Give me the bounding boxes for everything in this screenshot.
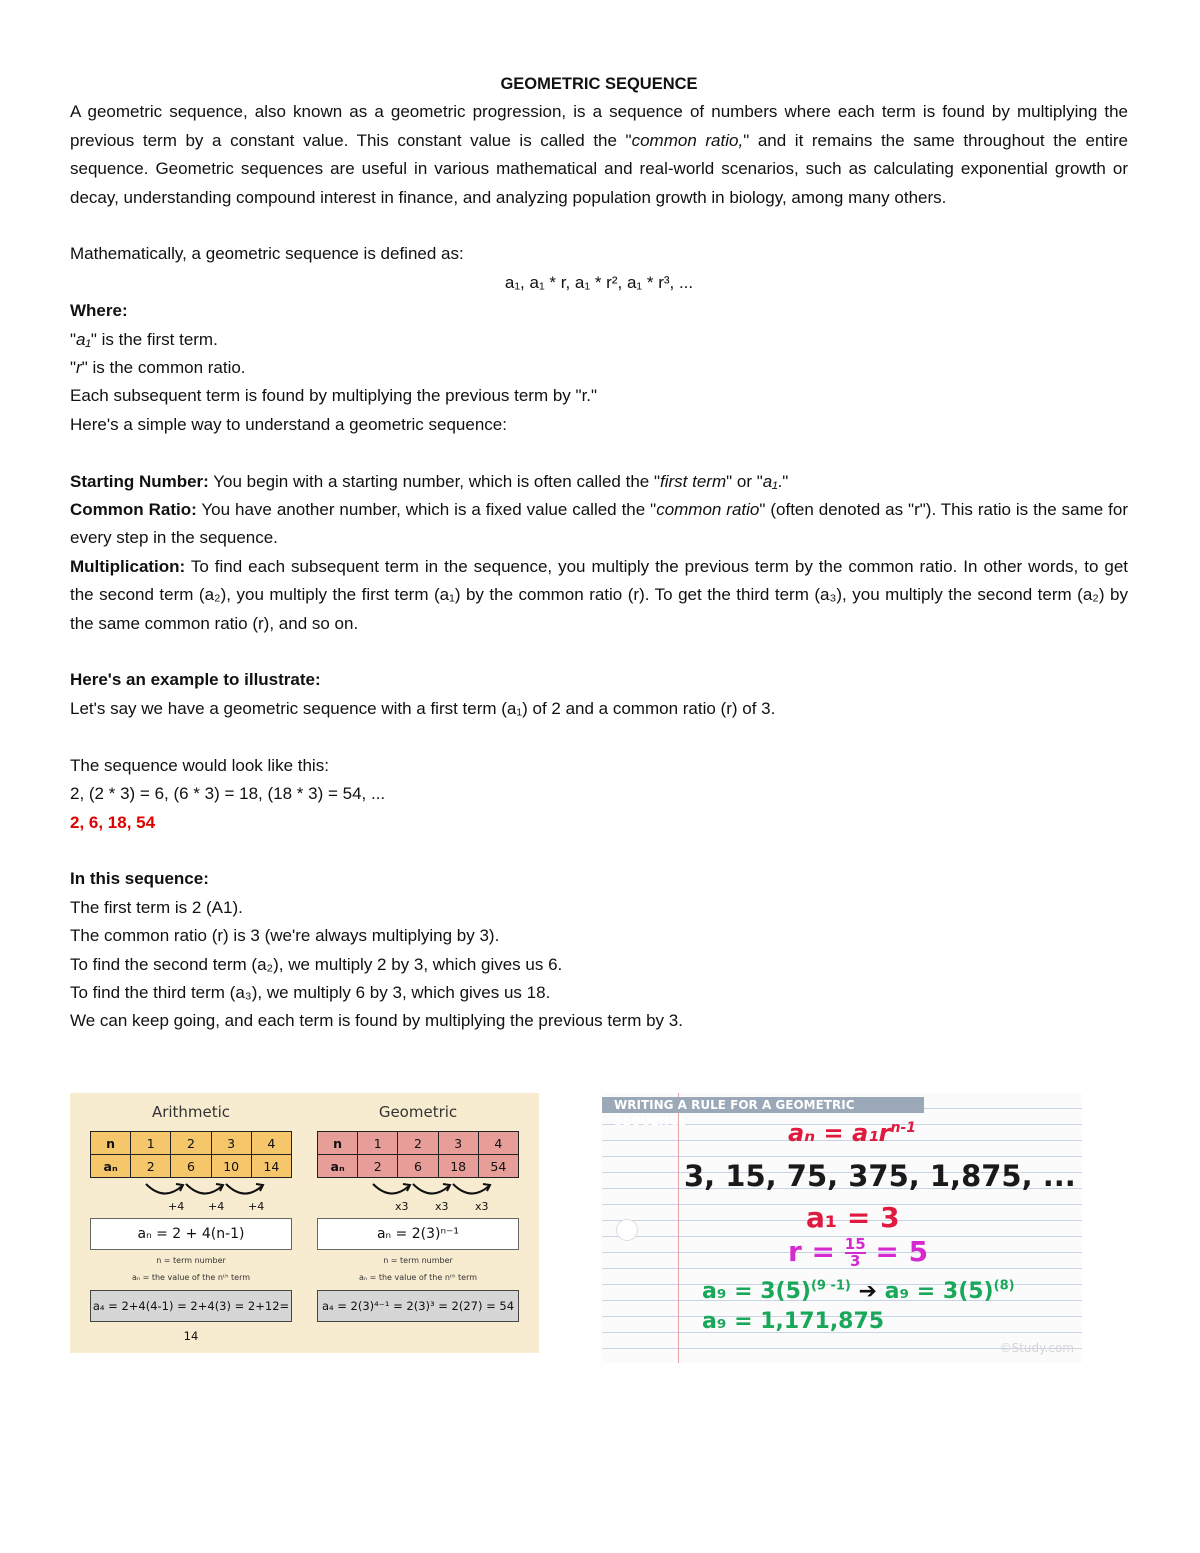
starting-italic-first: first term [660,471,727,491]
where-r-text: " is the common ratio. [81,358,246,378]
where-a1: "a₁" is the first term. [70,329,218,349]
fraction-denominator: 3 [849,1252,861,1270]
geometric-rule-figure [602,1093,1082,1363]
table-cell: 3 [438,1132,478,1155]
geometric-formula: aₙ = 2(3)ⁿ⁻¹ [317,1218,519,1250]
step-label: x3 [435,1200,449,1213]
where-a1-text: " is the first term. [90,329,218,349]
rule-formula [788,1119,916,1147]
table-cell: 2 [398,1132,438,1155]
step-one-exponent: (9 -1) [810,1278,851,1294]
definition-lead: Mathematically, a geometric sequence is defined as: [70,244,464,264]
ninth-term-result: a₉ = 1,171,875 [702,1309,885,1334]
ratio-result: = 5 [865,1235,929,1268]
example-sequence: 3, 15, 75, 375, 1,875, ... [684,1159,1076,1193]
ratio-lead: r = [788,1235,845,1268]
geometric-table [317,1131,519,1178]
where-simple: Here's a simple way to understand a geometric sequence: [70,414,507,434]
where-label: Where: [70,301,128,321]
table-cell: 6 [171,1155,211,1178]
notebook-hole [616,1219,638,1241]
arithmetic-calculation: a₄ = 2+4(4-1) = 2+4(3) = 2+12= 14 [90,1290,292,1322]
in-this-line: The common ratio (r) is 3 (we're always multiplying by 3). [70,926,500,946]
step-two-exponent: (8) [993,1278,1015,1294]
ratio-label: Common Ratio: [70,500,197,520]
table-row-header: aₙ [318,1155,358,1178]
notebook-margin-line [678,1093,679,1363]
ninth-term-steps [702,1279,1015,1304]
fraction-numerator: 15 [844,1235,866,1253]
table-cell: 54 [478,1155,518,1178]
document-page [70,70,1128,1036]
where-r-symbol: r [76,358,82,378]
intro-end: " and it remains the same throughout the entire sequence. Geometric sequences are useful in various mathematical and real-world scenarios, such as calculating exponential growth or decay, understanding compound interest in finance, and analyzing population growth in biology, among many others. [70,130,1129,207]
arithmetic-formula: aₙ = 2 + 4(n-1) [90,1218,292,1250]
starting-italic-a1: a₁ [762,471,778,491]
in-this-line: The first term is 2 (A1). [70,897,243,917]
ratio-fraction [845,1237,866,1269]
step-arrow-icon [140,1180,280,1202]
table-cell: 4 [478,1132,518,1155]
intro-text: A geometric sequence, also known as a geometric progression, is a sequence of numbers where each term is found by multiplying the previous term by a constant value. This constant value is called the " [70,102,1128,150]
definition-formula: a₁, a₁ * r, a₁ * r², a₁ * r³, ... [504,272,694,292]
table-row-header: aₙ [91,1155,131,1178]
example-label: Here's an example to illustrate: [70,670,321,690]
intro-italic: common ratio, [631,130,744,150]
step-label: +4 [168,1200,185,1213]
arithmetic-column [90,1093,292,1343]
table-cell: 14 [251,1155,291,1178]
term-number-note: n = term number [383,1256,453,1265]
multiplication-item [70,553,1128,638]
first-term: a₁ = 3 [806,1201,900,1234]
geometric-title: Geometric [378,1103,458,1121]
table-cell: 1 [131,1132,171,1155]
intro-paragraph [70,98,1128,212]
arrow-icon: ➔ [858,1279,877,1304]
ratio-end: " (often denoted as "r"). This ratio is the same for every step in the sequence. [70,500,1128,548]
table-cell: 3 [211,1132,251,1155]
step-label: +4 [248,1200,265,1213]
sequence-lead: The sequence would look like this: [70,755,329,775]
term-number-note: n = term number [156,1256,226,1265]
arithmetic-title: Arithmetic [151,1103,231,1121]
table-cell: 2 [358,1155,398,1178]
geometric-step-arrows [317,1178,519,1212]
geometric-column [317,1093,519,1322]
arithmetic-table [90,1131,292,1178]
watermark: ©Study.com [999,1341,1074,1355]
geometric-calculation: a₄ = 2(3)⁴⁻¹ = 2(3)³ = 2(27) = 54 [317,1290,519,1322]
table-cell: 4 [251,1132,291,1155]
example-text: Let's say we have a geometric sequence with a first term (a₁) of 2 and a common ratio (r) of 3. [70,698,776,718]
table-row-header: n [91,1132,131,1155]
starting-text: You begin with a starting number, which is often called the " [208,471,660,491]
in-this-line: To find the third term (a₃), we multiply 6 by 3, which gives us 18. [70,982,551,1002]
sequence-calc: 2, (2 * 3) = 6, (6 * 3) = 18, (18 * 3) = 54, ... [70,784,386,804]
table-cell: 2 [171,1132,211,1155]
step-two: a₉ = 3(5) [884,1279,994,1304]
where-r: "r" is the common ratio. [70,358,246,378]
figure-banner: WRITING A RULE FOR A GEOMETRIC SEQUENCE [602,1097,924,1113]
table-cell: 6 [398,1155,438,1178]
starting-number-item [70,468,1128,496]
mult-label: Multiplication: [70,556,186,576]
page-title: GEOMETRIC SEQUENCE [500,75,698,93]
table-cell: 10 [211,1155,251,1178]
where-each: Each subsequent term is found by multiplying the previous term by "r." [70,386,598,406]
ratio-text: You have another number, which is a fixed value called the " [196,500,657,520]
step-label: +4 [208,1200,225,1213]
table-cell: 18 [438,1155,478,1178]
arithmetic-step-arrows [90,1178,292,1212]
in-this-sequence-label: In this sequence: [70,869,209,889]
table-row-header: n [318,1132,358,1155]
table-cell: 1 [358,1132,398,1155]
in-this-line: We can keep going, and each term is found by multiplying the previous term by 3. [70,1011,683,1031]
rule-text: aₙ = a₁r [788,1119,891,1147]
sequence-result: 2, 6, 18, 54 [70,812,156,832]
starting-end: ." [777,471,789,491]
nth-term-note: aₙ = the value of the nᵗʰ term [358,1273,478,1282]
common-ratio-item [70,496,1128,553]
where-a1-symbol: a₁ [76,329,91,349]
starting-mid: " or " [726,471,763,491]
step-label: x3 [475,1200,489,1213]
ratio-calc [788,1235,928,1269]
mult-text: To find each subsequent term in the sequence, you multiply the previous term by the common ratio. In other words, to get the second term (a₂), you multiply the first term (a₁) by the common ratio (r). To get the third term (a₃), you multiply the second term (a₂) by the same common ratio (r), and so on. [70,556,1128,633]
rule-exponent: n-1 [890,1120,917,1136]
step-label: x3 [395,1200,409,1213]
ratio-italic: common ratio [656,500,760,520]
step-arrow-icon [367,1180,507,1202]
in-this-line: To find the second term (a₂), we multiply 2 by 3, which gives us 6. [70,954,563,974]
arithmetic-geometric-figure [70,1093,539,1353]
step-one: a₉ = 3(5) [702,1279,811,1304]
table-cell: 2 [131,1155,171,1178]
nth-term-note: aₙ = the value of the nᵗʰ term [131,1273,251,1282]
starting-label: Starting Number: [70,471,209,491]
